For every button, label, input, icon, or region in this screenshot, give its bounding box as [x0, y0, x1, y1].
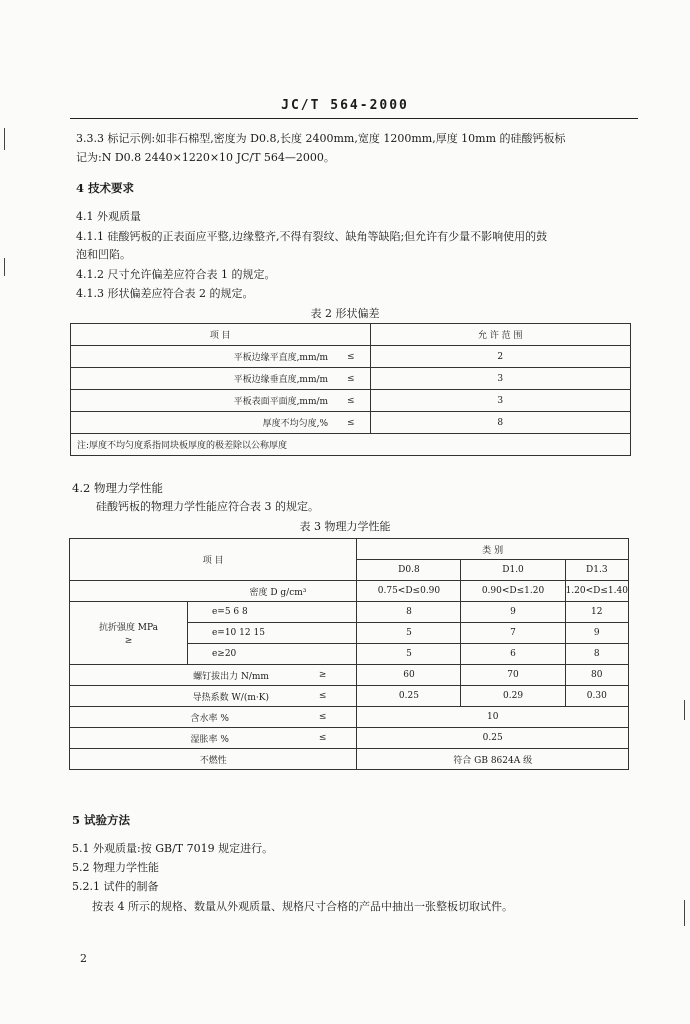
table-cell-value: 5	[357, 623, 461, 644]
table3-class-d08: D0.8	[357, 560, 461, 581]
table-cell-value: 0.75<D≤0.90	[357, 581, 461, 602]
table-row-label: 厚度不均匀度,%	[71, 412, 333, 434]
table2-head-allow: 允 许 范 围	[370, 324, 631, 346]
table-cell-value: 0.25	[357, 728, 629, 749]
table-cell-value: 2	[370, 346, 631, 368]
page-header: JC/T 564-2000	[281, 98, 409, 113]
para-3-3-3-line2: 记为:N D0.8 2440×1220×10 JC/T 564—2000。	[76, 151, 335, 164]
scan-edge-mark	[684, 700, 685, 720]
table3-flex-thickness: e=5 6 8	[187, 602, 356, 623]
table2-note: 注:厚度不均匀度系指同块板厚度的极差除以公称厚度	[71, 434, 631, 456]
table-row-label: 平板边缘垂直度,mm/m	[71, 368, 333, 390]
section-5-heading: 5 试验方法	[72, 813, 131, 827]
table-cell-value: 0.29	[461, 686, 565, 707]
para-3-3-3-line1: 3.3.3 标记示例:如非石棉型,密度为 D0.8,长度 2400mm,宽度 1200mm,厚度 10mm 的硅酸钙板标	[76, 132, 566, 145]
table-cell-value: 9	[565, 623, 628, 644]
table-cell-value: 7	[461, 623, 565, 644]
table-cell-value: 5	[357, 644, 461, 665]
table-cell-value: 0.30	[565, 686, 628, 707]
page-number: 2	[80, 952, 87, 965]
table3-noncombustible-label: 不燃性	[70, 749, 357, 770]
table-cell-value: 符合 GB 8624A 级	[357, 749, 629, 770]
table3-caption: 表 3 物理力学性能	[299, 520, 391, 533]
table3-head-item: 项 目	[70, 539, 357, 581]
table-cell-value: 9	[461, 602, 565, 623]
section-4-1-heading: 4.1 外观质量	[76, 210, 141, 223]
table3-thermal-label: 导热系数 W/(m·K)	[70, 686, 289, 707]
table-row-symbol: ≤	[332, 368, 370, 390]
table-row-label: 平板表面平面度,mm/m	[71, 390, 333, 412]
table2-head-item: 项 目	[71, 324, 371, 346]
scan-edge-mark	[4, 128, 5, 150]
table3-flex-thickness: e=10 12 15	[187, 623, 356, 644]
para-5-2-1-body: 按表 4 所示的规格、数量从外观质量、规格尺寸合格的产品中抽出一张整板切取试件。	[92, 900, 513, 913]
table3-head-class: 类 别	[357, 539, 629, 560]
table-cell-value: 80	[565, 665, 628, 686]
table-cell-value: 8	[370, 412, 631, 434]
table3-wet-expansion-label: 湿胀率 %	[70, 728, 289, 749]
table-row-symbol: ≥	[289, 665, 357, 686]
table-cell-value: 3	[370, 368, 631, 390]
table3-moisture-label: 含水率 %	[70, 707, 289, 728]
para-4-1-1-line1: 4.1.1 硅酸钙板的正表面应平整,边缘整齐,不得有裂纹、缺角等缺陷;但允许有少量不影响使用的鼓	[76, 230, 548, 243]
table-row-symbol: ≤	[332, 390, 370, 412]
para-4-2: 硅酸钙板的物理力学性能应符合表 3 的规定。	[96, 500, 319, 513]
table-row-symbol: ≤	[332, 412, 370, 434]
table3-flex-label	[70, 602, 188, 665]
table-row-symbol: ≤	[289, 728, 357, 749]
table-cell-value: 0.90<D≤1.20	[461, 581, 565, 602]
section-4-heading: 4 技术要求	[76, 181, 135, 195]
table-cell-value: 12	[565, 602, 628, 623]
table-row-symbol: ≤	[289, 686, 357, 707]
table3-flex-label-text: 抗折强度 MPa	[98, 623, 159, 633]
para-4-1-2: 4.1.2 尺寸允许偏差应符合表 1 的规定。	[76, 268, 276, 281]
table3-flex-symbol: ≥	[124, 636, 133, 646]
para-5-2: 5.2 物理力学性能	[72, 861, 159, 874]
table3-class-d13: D1.3	[565, 560, 628, 581]
table-cell-value: 8	[565, 644, 628, 665]
table-row-label: 平板边缘平直度,mm/m	[71, 346, 333, 368]
table3-density-label: 密度 D g/cm³	[70, 581, 357, 602]
table-cell-value: 6	[461, 644, 565, 665]
table2-shape-deviation	[70, 323, 631, 456]
para-4-1-3: 4.1.3 形状偏差应符合表 2 的规定。	[76, 287, 254, 300]
para-5-2-1: 5.2.1 试件的制备	[72, 880, 159, 893]
table3-screw-label: 螺钉拔出力 N/mm	[70, 665, 289, 686]
para-4-1-1-line2: 泡和凹陷。	[76, 248, 131, 261]
table-cell-value: 60	[357, 665, 461, 686]
table3-flex-thickness: e≥20	[187, 644, 356, 665]
header-rule	[70, 118, 638, 119]
scan-edge-mark	[4, 258, 5, 276]
table-cell-value: 1.20<D≤1.40	[565, 581, 628, 602]
table-row-symbol: ≤	[289, 707, 357, 728]
table3-physical-properties	[69, 538, 629, 770]
scan-edge-mark	[684, 900, 685, 926]
para-5-1: 5.1 外观质量:按 GB/T 7019 规定进行。	[72, 842, 274, 855]
table-cell-value: 70	[461, 665, 565, 686]
table-cell-value: 0.25	[357, 686, 461, 707]
table-cell-value: 3	[370, 390, 631, 412]
table-cell-value: 10	[357, 707, 629, 728]
table-row-symbol: ≤	[332, 346, 370, 368]
table-cell-value: 8	[357, 602, 461, 623]
table3-class-d10: D1.0	[461, 560, 565, 581]
section-4-2-heading: 4.2 物理力学性能	[72, 481, 163, 495]
table2-caption: 表 2 形状偏差	[310, 307, 380, 320]
